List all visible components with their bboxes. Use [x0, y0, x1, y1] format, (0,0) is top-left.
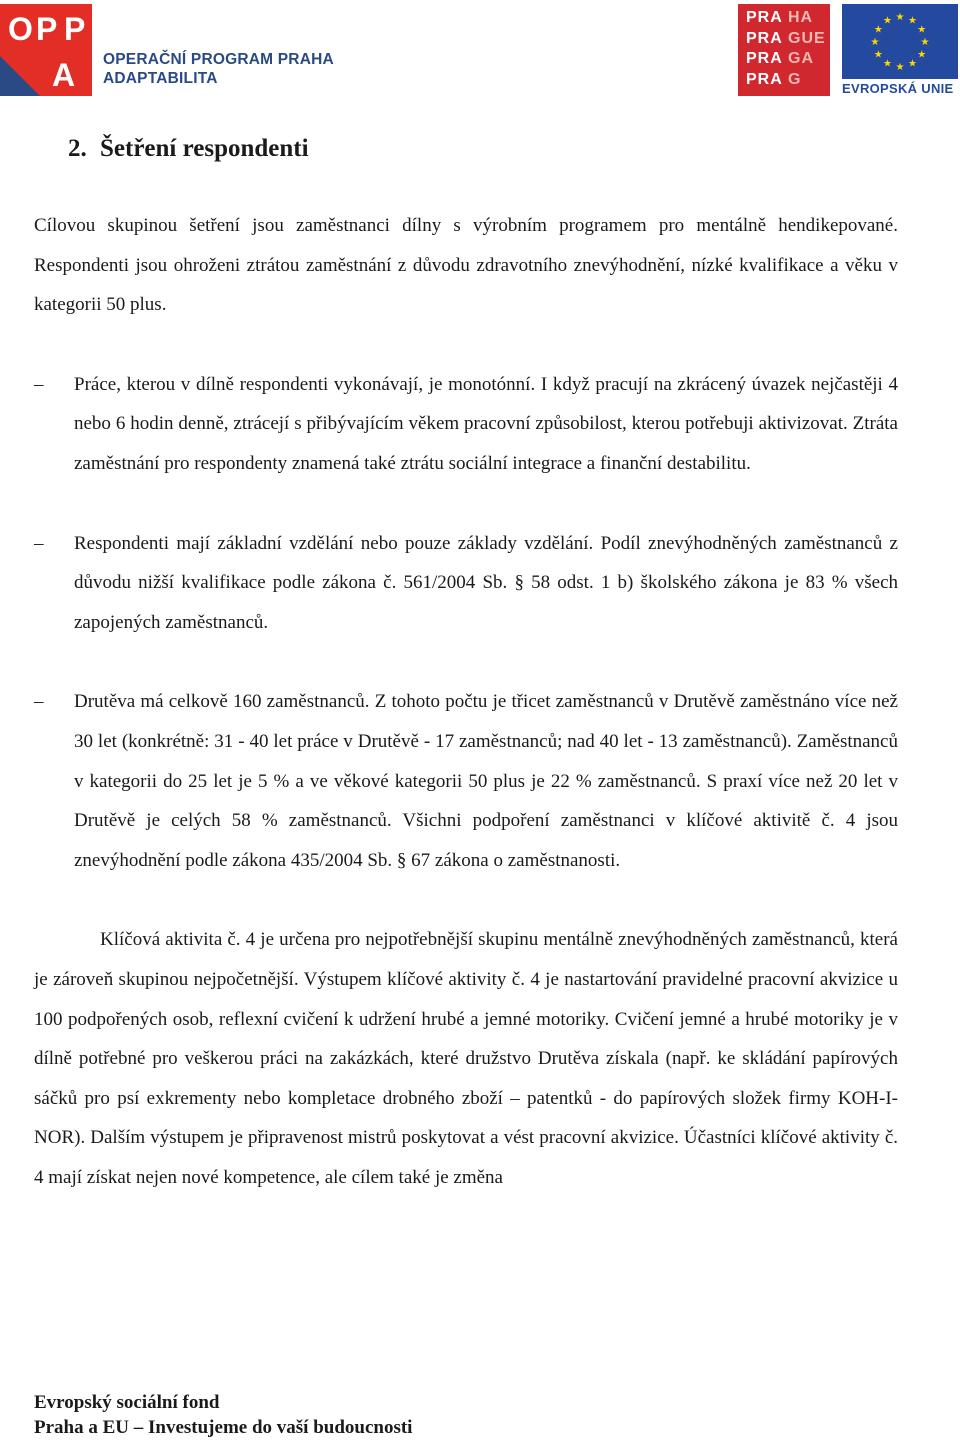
eu-star-icon: ★	[883, 58, 892, 70]
list-item	[34, 524, 898, 643]
document-body	[34, 130, 898, 1197]
section-heading	[34, 130, 898, 168]
section-title: Šetření respondenti	[100, 135, 309, 162]
footer-line1: Evropský sociální fond	[34, 1392, 220, 1413]
eu-star-icon: ★	[920, 37, 930, 48]
praha-cell: PRA	[746, 29, 783, 47]
footer-line2: Praha a EU – Investujeme do vaší budoucnosti	[34, 1417, 413, 1438]
eu-flag-icon	[842, 4, 958, 79]
eu-star-icon: ★	[873, 24, 883, 36]
praha-logo	[738, 4, 830, 96]
list-item-text: Drutěva má celkově 160 zaměstnanců. Z tohoto počtu je třicet zaměstnanců v Drutěvě zaměstnáno více než 30 let (konkrétně: 31 - 40 let práce v Drutěvě - 17 zaměstnanců; nad 40 let - 13 zaměstnanců). Zaměstnanců v kategorii do 25 let je 5 % a ve věkové kategorii 50 plus je 22 % zaměstnanců. S praxí více než 20 let v Drutěvě je celých 58 % zaměstnanců. Všichni podpoření zaměstnanci v klíčové aktivitě č. 4 jsou znevýhodnění podle zákona 435/2004 Sb. § 67 zákona o zaměstnanosti.	[74, 691, 898, 871]
eu-star-icon: ★	[917, 24, 927, 36]
praha-cell: G	[788, 70, 802, 88]
oppa-line1: OPERAČNÍ PROGRAM PRAHA	[103, 51, 334, 68]
praha-cell: HA	[788, 9, 814, 26]
oppa-letter-a: A	[52, 57, 76, 93]
eu-star-icon: ★	[870, 37, 880, 48]
eu-star-icon: ★	[895, 12, 905, 23]
oppa-letter-o: O	[8, 11, 33, 47]
section-number: 2.	[68, 135, 87, 162]
oppa-line2: ADAPTABILITA	[103, 70, 218, 87]
praha-cell: GA	[788, 50, 814, 67]
page-header	[0, 0, 960, 100]
eu-star-icon: ★	[908, 15, 917, 27]
oppa-letter-p1: P	[36, 11, 58, 47]
praha-cell: GUE	[788, 29, 826, 47]
eu-star-icon: ★	[917, 49, 927, 61]
dash-bullet: –	[34, 532, 44, 554]
oppa-logo	[0, 4, 92, 96]
list-item	[34, 365, 898, 484]
oppa-letter-p2: P	[64, 11, 86, 47]
praha-cell: PRA	[746, 70, 783, 88]
list-item-text: Práce, kterou v dílně respondenti vykonávají, je monotónní. I když pracují na zkrácený úvazek nejčastěji 4 nebo 6 hodin denně, ztrácejí s přibývajícím věkem pracovní způsobilost, kterou potřebuji aktivizovat. Ztráta zaměstnání pro respondenty znamená také ztrátu sociální integrace a finanční destabilitu.	[74, 373, 898, 474]
key-activity-paragraph: Klíčová aktivita č. 4 je určena pro nejpotřebnější skupinu mentálně znevýhodněných zaměstnanců, která je zároveň skupinou nejpočetnější. Výstupem klíčové aktivity č. 4 je nastartování pravidelné pracovní akvizice u 100 podpořených osob, reflexní cvičení k udržení hrubé a jemné motoriky. Cvičení jemné a hrubé motoriky je v dílně potřebné pro veškerou práci na zakázkách, které družstvo Drutěva získala (např. ke skládání papírových sáčků pro psí exkrementy nebo kompletace drobného zboží – patentků - do papírových složek firmy KOH-I-NOR). Dalším výstupem je připravenost mistrů poskytovat a vést pracovní akvizice. Účastníci klíčové aktivity č. 4 mají získat nejen nové kompetence, ale cílem také je změna	[34, 929, 898, 1188]
praha-cell: PRA	[746, 50, 783, 67]
praha-cell: PRA	[746, 9, 783, 26]
eu-star-icon: ★	[895, 62, 905, 73]
eu-star-icon: ★	[883, 15, 892, 27]
dash-bullet: –	[34, 691, 44, 713]
page-footer	[34, 1390, 412, 1440]
list-item	[34, 682, 898, 880]
oppa-logo-text	[103, 50, 334, 88]
eu-star-icon: ★	[908, 58, 917, 70]
intro-paragraph: Cílovou skupinou šetření jsou zaměstnanci dílny s výrobním programem pro mentálně hendikepované. Respondenti jsou ohroženi ztrátou zaměstnání z důvodu zdravotního znevýhodnění, nízké kvalifikace a věku v kategorii 50 plus.	[34, 215, 898, 316]
dash-bullet: –	[34, 373, 44, 395]
list-item-text: Respondenti mají základní vzdělání nebo pouze základy vzdělání. Podíl znevýhodněných zaměstnanců z důvodu nižší kvalifikace podle zákona č. 561/2004 Sb. § 58 odst. 1 b) školského zákona je 83 % všech zapojených zaměstnanců.	[74, 532, 898, 633]
eu-star-icon: ★	[873, 49, 883, 61]
eu-label: EVROPSKÁ UNIE	[842, 81, 954, 96]
